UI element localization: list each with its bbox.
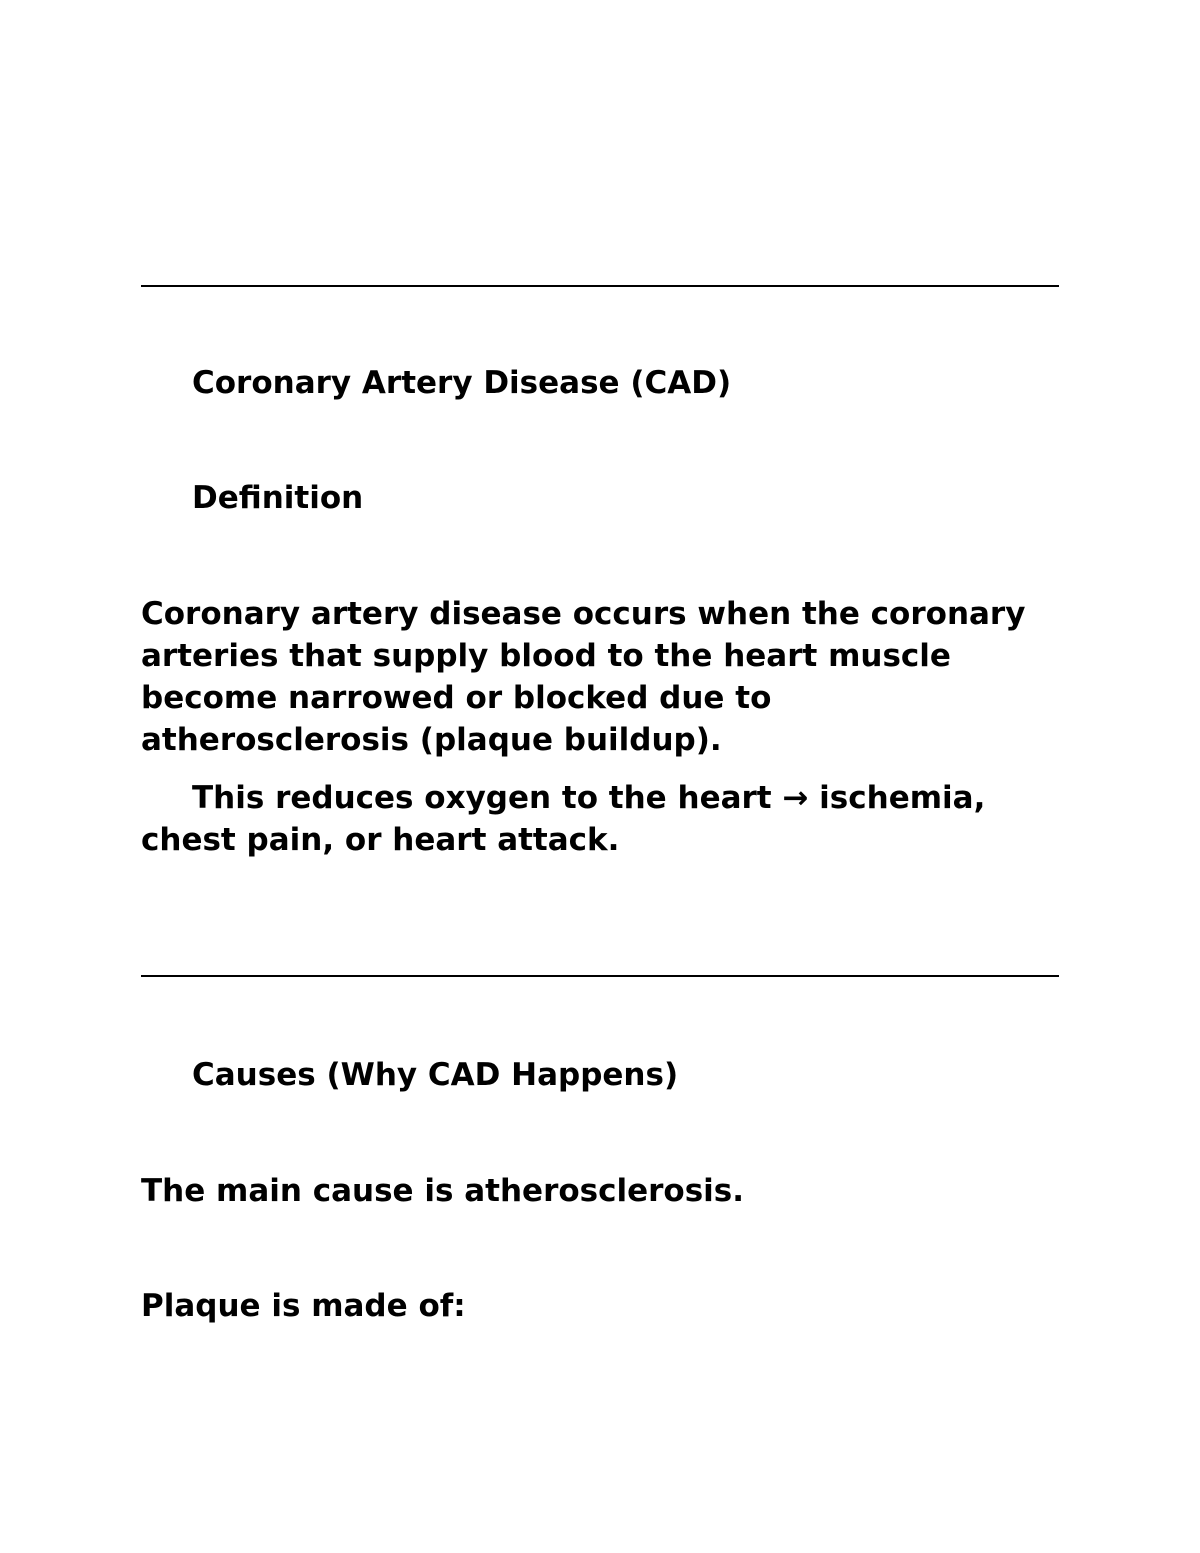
horizontal-rule-middle <box>141 975 1059 977</box>
definition-heading: Definition <box>192 480 364 516</box>
main-cause-paragraph: The main cause is atherosclerosis. <box>141 1173 745 1209</box>
plaque-intro-paragraph: Plaque is made of: <box>141 1288 466 1324</box>
definition-paragraph: Coronary artery disease occurs when the coronary arteries that supply blood to the heart muscle become narrowed or blocked due to atherosclerosis (plaque buildup). <box>141 596 1026 758</box>
horizontal-rule-top <box>141 285 1059 287</box>
causes-heading: Causes (Why CAD Happens) <box>192 1057 679 1093</box>
definition-consequence-paragraph: This reduces oxygen to the heart → ischemia, chest pain, or heart attack. <box>141 780 986 858</box>
page-title: Coronary Artery Disease (CAD) <box>192 365 732 401</box>
